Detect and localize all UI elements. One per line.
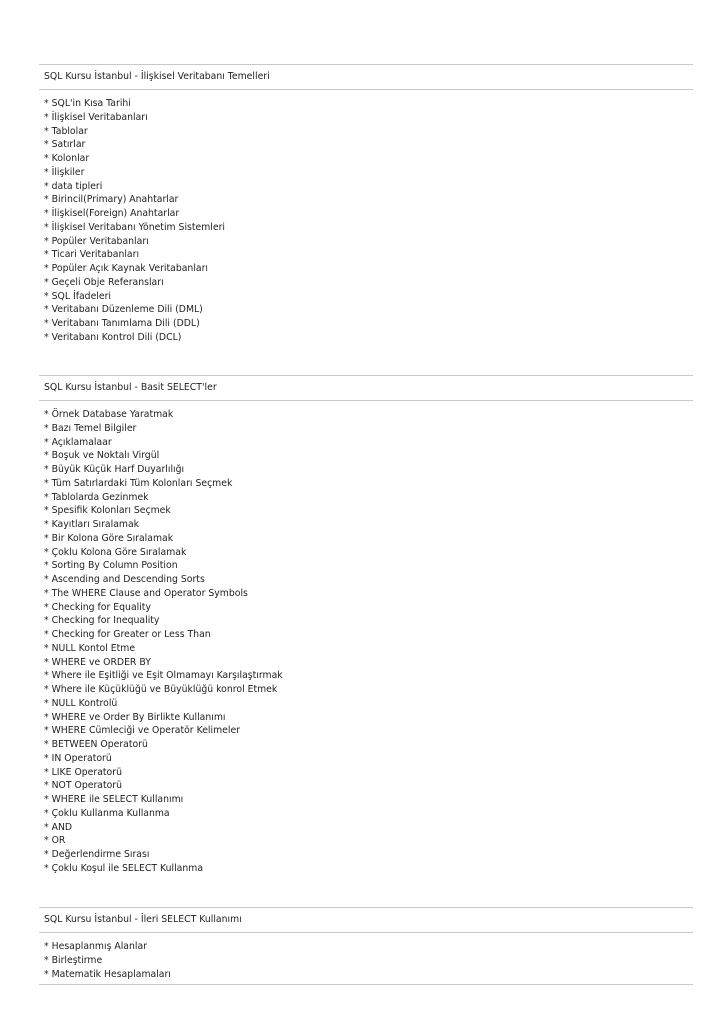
- list-item: * Veritabanı Tanımlama Dili (DDL): [44, 318, 200, 329]
- list-item: * Çoklu Kullanma Kullanma: [44, 807, 170, 819]
- list-item: * Örnek Database Yaratmak: [44, 409, 174, 420]
- list-item: * İlişkisel Veritabanı Yönetim Sistemleri: [44, 221, 225, 233]
- list-item: * Çoklu Kolona Göre Sıralamak: [44, 546, 187, 558]
- list-item: * WHERE ile SELECT Kullanımı: [44, 794, 184, 805]
- section-title: SQL Kursu İstanbul - İleri SELECT Kullanımı: [44, 914, 242, 925]
- list-item: * WHERE Cümleciği ve Operatör Kelimeler: [44, 725, 240, 737]
- section-item-list: [39, 933, 693, 981]
- list-item: * NULL Kontol Etme: [44, 642, 136, 654]
- list-item: * Bir Kolona Göre Sıralamak: [44, 532, 174, 544]
- list-item: * İlişkisel Veritabanları: [44, 111, 148, 123]
- list-item: * Çoklu Koşul ile SELECT Kullanma: [44, 862, 204, 874]
- list-item: * Birincil(Primary) Anahtarlar: [44, 194, 179, 206]
- list-item: * Popüler Veritabanları: [44, 235, 149, 247]
- list-item: * Checking for Greater or Less Than: [44, 629, 211, 640]
- list-item: * Checking for Inequality: [44, 615, 160, 627]
- list-item: * Açıklamalaar: [44, 436, 112, 448]
- section-title: SQL Kursu İstanbul - Basit SELECT'ler: [44, 382, 217, 393]
- list-item: * İlişkiler: [44, 166, 85, 178]
- section-basit-selectler: [39, 375, 693, 876]
- section-title: SQL Kursu İstanbul - İlişkisel Veritabanı Temelleri: [44, 71, 270, 82]
- section-bottom-divider: [39, 984, 693, 985]
- list-item: * Ascending and Descending Sorts: [44, 574, 205, 585]
- list-item: * SQL İfadeleri: [44, 290, 111, 302]
- list-item: * Büyük Küçük Harf Duyarlılığı: [44, 464, 185, 475]
- list-item: * NULL Kontrolü: [44, 697, 118, 709]
- list-item: * NOT Operatorü: [44, 780, 123, 792]
- list-item: * Satırlar: [44, 139, 86, 151]
- list-item: * data tipleri: [44, 180, 103, 192]
- list-item: * Ticari Veritabanları: [44, 249, 140, 261]
- list-item: * Tablolar: [44, 125, 88, 137]
- list-item: * Veritabanı Kontrol Dili (DCL): [44, 331, 182, 343]
- list-item: * SQL'in Kısa Tarihi: [44, 98, 131, 109]
- list-item: * OR: [44, 835, 66, 847]
- list-item: * AND: [44, 821, 73, 833]
- list-item: * Değerlendirme Sırası: [44, 849, 150, 860]
- list-item: * Checking for Equality: [44, 601, 151, 613]
- list-item: * Hesaplanmış Alanlar: [44, 941, 148, 952]
- list-item: * Where ile Küçüklüğü ve Büyüklüğü konrol Etmek: [44, 684, 278, 695]
- list-item: * Matematik Hesaplamaları: [44, 968, 171, 980]
- section-iliskisel-veritabani: [39, 64, 693, 345]
- list-item: * Bazı Temel Bilgiler: [44, 422, 137, 434]
- list-item: * Tablolarda Gezinmek: [44, 491, 149, 503]
- section-item-list: [39, 401, 693, 876]
- list-item: * Tüm Satırlardaki Tüm Kolonları Seçmek: [44, 477, 233, 489]
- list-item: * Popüler Açık Kaynak Veritabanları: [44, 263, 209, 274]
- list-item: * Kayıtları Sıralamak: [44, 519, 140, 530]
- list-item: * WHERE ve Order By Birlikte Kullanımı: [44, 711, 226, 723]
- list-item: * Boşuk ve Noktalı Virgül: [44, 450, 160, 462]
- list-item: * Spesifik Kolonları Seçmek: [44, 505, 171, 517]
- list-item: * BETWEEN Operatorü: [44, 739, 148, 750]
- section-item-list: [39, 90, 693, 345]
- list-item: * Where ile Eşitliği ve Eşit Olmamayı Karşılaştırmak: [44, 670, 283, 682]
- list-item: * Birleştirme: [44, 954, 103, 966]
- list-item: * İlişkisel(Foreign) Anahtarlar: [44, 208, 180, 219]
- list-item: * Sorting By Column Position: [44, 560, 178, 572]
- section-ileri-select: [39, 907, 693, 985]
- list-item: * The WHERE Clause and Operator Symbols: [44, 587, 248, 599]
- list-item: * Kolonlar: [44, 153, 90, 164]
- list-item: * Geçeli Obje Referansları: [44, 276, 164, 288]
- list-item: * Veritabanı Düzenleme Dili (DML): [44, 304, 203, 316]
- list-item: * WHERE ve ORDER BY: [44, 656, 151, 668]
- list-item: * LIKE Operatorü: [44, 766, 122, 778]
- list-item: * IN Operatorü: [44, 752, 112, 764]
